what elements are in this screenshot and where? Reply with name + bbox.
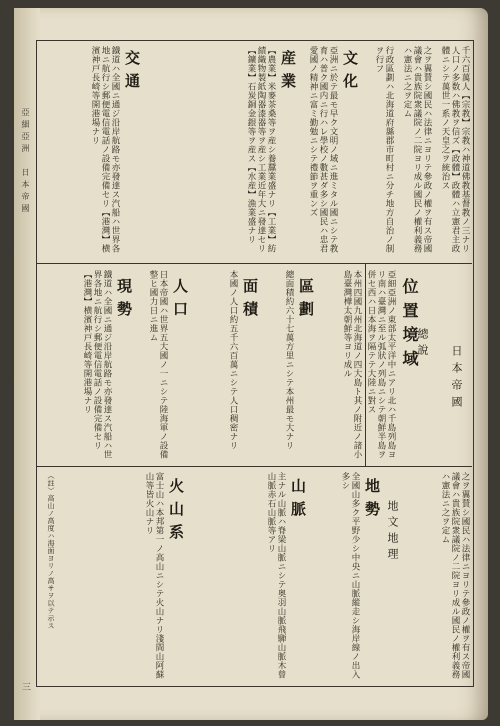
text-area: 本國ノ人口約五千六百萬ニシテ人口稠密ナリ	[228, 270, 238, 450]
text-terrain: 全國山多ク平野少シ中央ニ山脈縱走シ海岸線ノ出入多シ	[340, 472, 360, 679]
state-title: 日本帝國	[450, 345, 463, 413]
text-location: 亞細亞洲ノ東部太平洋中ニアリ北ハ千島列島ヨリ南ハ臺灣ニ至ル弧狀ノ列島ニシテ朝鮮半島ヲ併セ西ハ日本海ヲ隔テテ大陸ニ對ス	[366, 270, 396, 459]
text-mountains: 主ナル山脈ハ脊梁山脈ニシテ奥羽山脈飛騨山脈木曾山脈赤石山脈等アリ	[266, 472, 286, 679]
heading-mountains: 山脈	[289, 478, 307, 524]
divider-top	[36, 263, 472, 264]
text-traffic: 鐵道ハ全國ニ通ジ沿岸航路モ亦發達ス汽船ハ世界各地ニ航行シ郵便電信電話ノ設備完備セリ【港灣】横濱神戸長崎等開港場ナリ	[90, 46, 120, 253]
heading-terrain: 地勢	[363, 478, 381, 524]
page-number: 三	[22, 683, 32, 693]
text-footnote: （註）高山ノ高度ハ海面ヨリノ高サヲ以テ示ス	[47, 472, 55, 630]
text-population: 日本帝國ハ世界五大國ノ一ニシテ陸海軍ノ設備整ヒ國力日ニ進ム	[148, 270, 168, 459]
text-status: 鐵道ハ全國ニ通ジ沿岸航路モ亦發達ス汽船ハ世界各地ニ航行シ郵便電信電話ノ設備完備セリ【港灣】横濱神戸長崎等開港場ナリ	[82, 270, 112, 459]
text-religion: 千六百萬人【宗教】宗教ハ神道佛教基督教ノ三ナリ人口ノ多数ハ佛教ヲ信ズ【政體】政體ハ立憲君主政體ニシテ萬世一系ノ天皇之ヲ統治ス	[440, 46, 470, 253]
text-industry: 【農業】米麥茶桑等ヲ産シ養蠶業盛ナリ【工業】紡績織物製紙陶器漆器等ヲ産シ工業近年大ニ發達セリ【鑛業】石炭銅金銀等ヲ産ス【水産】漁業盛ナリ	[246, 46, 276, 253]
text-administration: 行政區劃ハ北海道府縣郡市町村ニ分チ地方自治ノ制ヲ行フ	[374, 46, 394, 253]
text-culture: 亞洲ニ於テ最モ早ク文明ノ域ニ進ミタル國ニシテ教育ハ普ク國内ニ行ハレ學校ノ數甚ダ多シ國民ハ忠君愛國ノ精神ニ富ミ勤勉ニシテ禮節ヲ重ンズ	[308, 46, 338, 253]
heading-industry: 産業	[279, 50, 297, 96]
heading-volcanoes: 火山系	[167, 478, 185, 547]
text-division: 總面積約六十七萬方里ニシテ本州最モ大ナリ	[284, 270, 294, 450]
text-location-cont: 本州四國九州北海道ノ四大島ト其ノ附近ノ諸小島臺灣樺太朝鮮等ヨリ成ル	[342, 270, 362, 459]
heading-overview: 總說	[416, 328, 429, 360]
heading-physical-geography: 地文地理	[386, 500, 399, 564]
heading-status: 現勢	[115, 278, 133, 324]
text-continuation: 之ヲ翼賛シ國民ハ法律ニヨリテ參政ノ權ヲ有ス帝國議會ハ貴族院衆議院ノ二院ヨリ成ル國民ノ權利義務ハ憲法ニ之ヲ定ム	[440, 472, 470, 679]
heading-location: 位置境域	[400, 278, 419, 374]
heading-area: 面積	[241, 278, 259, 324]
text-volcanoes: 富士山ハ本邦第一ノ高山ニシテ火山ナリ淺間山阿蘇山等皆火山ナリ	[144, 472, 164, 679]
heading-traffic: 交通	[123, 50, 141, 96]
heading-population: 人口	[171, 278, 189, 324]
running-head: 亞細亞洲 日本帝國	[21, 108, 30, 216]
text-government: 之ヲ翼賛シ國民ハ法律ニヨリテ參政ノ權ヲ有ス帝國議會ハ貴族院衆議院ノ二院ヨリ成ル國民ノ權利義務ハ憲法ニ之ヲ定ム	[402, 46, 432, 253]
heading-division: 區劃	[297, 278, 315, 324]
divider-bottom	[36, 466, 472, 467]
heading-culture: 文化	[341, 50, 359, 96]
